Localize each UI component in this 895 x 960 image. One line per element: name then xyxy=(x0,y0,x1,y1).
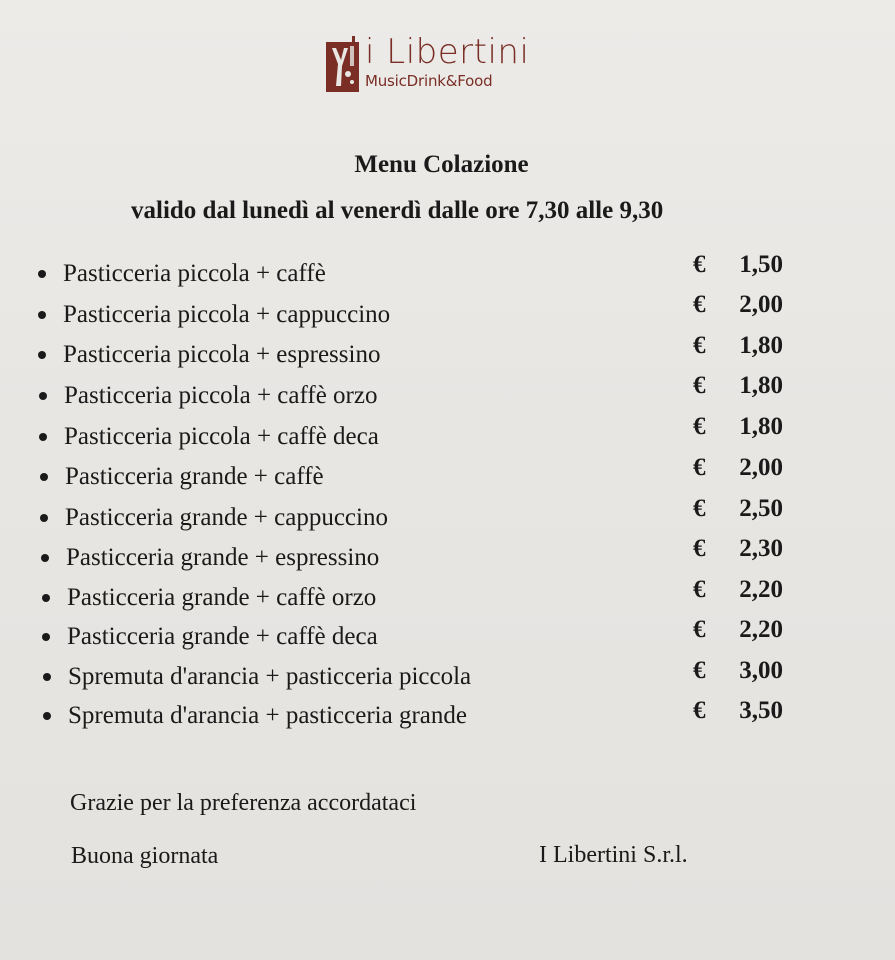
price-value: 1,80 xyxy=(739,372,783,399)
item-name: Spremuta d'arancia + pasticceria piccola xyxy=(68,663,472,690)
list-item xyxy=(43,699,803,733)
currency-symbol: € xyxy=(693,372,706,399)
currency-symbol: € xyxy=(693,616,706,643)
item-price xyxy=(693,535,783,563)
currency-symbol: € xyxy=(693,413,706,440)
price-value: 2,30 xyxy=(739,535,783,562)
bullet-icon xyxy=(39,433,47,441)
item-price xyxy=(693,657,783,685)
list-item xyxy=(38,298,798,332)
bullet-icon xyxy=(38,351,46,359)
price-value: 2,20 xyxy=(739,616,783,643)
bullet-icon xyxy=(38,270,46,278)
item-price xyxy=(693,576,783,604)
price-value: 2,00 xyxy=(739,291,783,318)
bullet-icon xyxy=(42,594,50,602)
bullet-icon xyxy=(40,473,48,481)
thanks-text: Grazie per la preferenza accordataci xyxy=(70,790,417,816)
item-name: Spremuta d'arancia + pasticceria grande xyxy=(68,702,467,729)
item-name: Pasticceria grande + caffè deca xyxy=(67,623,378,650)
item-price xyxy=(693,495,783,523)
price-value: 3,00 xyxy=(739,657,783,684)
currency-symbol: € xyxy=(693,535,706,562)
item-name: Pasticceria grande + espressino xyxy=(66,544,380,571)
item-name: Pasticceria grande + caffè xyxy=(65,463,324,490)
greeting-text: Buona giornata xyxy=(71,843,219,869)
list-item xyxy=(42,620,802,654)
item-name: Pasticceria piccola + cappuccino xyxy=(63,301,391,328)
item-price xyxy=(693,291,783,319)
price-value: 2,00 xyxy=(739,454,783,481)
list-item xyxy=(39,379,799,413)
currency-symbol: € xyxy=(693,454,706,481)
list-item xyxy=(40,460,800,494)
currency-symbol: € xyxy=(693,576,706,603)
bullet-icon xyxy=(39,392,47,400)
item-name: Pasticceria piccola + caffè deca xyxy=(64,423,379,450)
list-item xyxy=(38,338,798,372)
item-price xyxy=(693,413,783,441)
menu-title: Menu Colazione xyxy=(354,151,529,178)
company-name: I Libertini S.r.l. xyxy=(539,842,688,868)
item-price xyxy=(693,251,783,279)
price-value: 1,80 xyxy=(739,332,783,359)
item-name: Pasticceria piccola + caffè orzo xyxy=(64,382,378,409)
list-item xyxy=(40,501,800,535)
item-name: Pasticceria piccola + espressino xyxy=(63,341,381,368)
logo-tagline: MusicDrink&Food xyxy=(365,72,493,90)
item-price xyxy=(693,372,783,400)
price-value: 2,50 xyxy=(739,495,783,522)
price-value: 2,20 xyxy=(739,576,783,603)
item-price xyxy=(693,697,783,725)
bullet-icon xyxy=(43,712,51,720)
bullet-icon xyxy=(41,554,49,562)
currency-symbol: € xyxy=(693,291,706,318)
list-item xyxy=(39,420,799,454)
bullet-icon xyxy=(38,311,46,319)
item-name: Pasticceria grande + caffè orzo xyxy=(67,584,377,611)
currency-symbol: € xyxy=(693,332,706,359)
logo-name: i Libertini xyxy=(365,32,530,72)
list-item xyxy=(38,257,798,291)
item-name: Pasticceria grande + cappuccino xyxy=(65,504,388,531)
item-price xyxy=(693,332,783,360)
list-item xyxy=(42,581,802,615)
price-value: 3,50 xyxy=(739,697,783,724)
list-item xyxy=(43,660,803,694)
bullet-icon xyxy=(40,514,48,522)
price-value: 1,50 xyxy=(739,251,783,278)
bullet-icon xyxy=(42,633,50,641)
price-value: 1,80 xyxy=(739,413,783,440)
item-price xyxy=(693,454,783,482)
item-price xyxy=(693,616,783,644)
currency-symbol: € xyxy=(693,251,706,278)
currency-symbol: € xyxy=(693,697,706,724)
list-item xyxy=(41,541,801,575)
bullet-icon xyxy=(43,673,51,681)
currency-symbol: € xyxy=(693,657,706,684)
menu-subtitle: valido dal lunedì al venerdì dalle ore 7,30 alle 9,30 xyxy=(131,197,664,224)
currency-symbol: € xyxy=(693,495,706,522)
item-name: Pasticceria piccola + caffè xyxy=(63,260,326,287)
